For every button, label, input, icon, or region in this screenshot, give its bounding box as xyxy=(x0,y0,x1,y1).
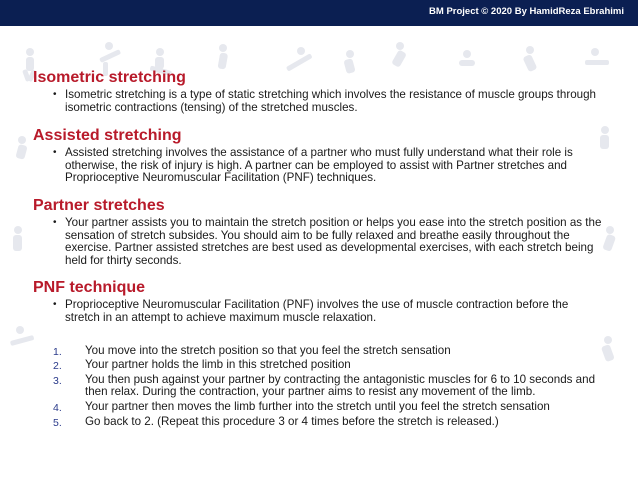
header-bar xyxy=(0,0,638,26)
athlete-icon xyxy=(585,48,609,65)
bullet-glyph: • xyxy=(53,299,57,311)
list-item xyxy=(33,345,603,358)
section-pnf-technique xyxy=(33,278,603,324)
athlete-icon xyxy=(602,226,616,252)
bullet-glyph: • xyxy=(53,216,57,228)
step-number: 5. xyxy=(53,416,62,429)
bullet-text: Your partner assists you to maintain the stretch position or helps you ease into the stretch position as the sensation of stretch subsides. You should aim to be fully relaxed and breathe easily throughout the exercise. Partner assisted stretches are best used as developmental exercises, with each stretch being held for thirty seconds. xyxy=(65,215,602,267)
pnf-steps-list xyxy=(33,345,603,429)
step-text: Your partner then moves the limb further into the stretch until you feel the stretch sensation xyxy=(85,399,550,413)
athlete-icon xyxy=(10,326,34,346)
bullet-item xyxy=(33,147,603,185)
section-heading: Assisted stretching xyxy=(33,127,182,145)
step-number: 2. xyxy=(53,360,62,373)
step-text: Your partner holds the limb in this stretched position xyxy=(85,358,351,372)
athlete-icon xyxy=(13,226,22,251)
section-heading: Partner stretches xyxy=(33,196,165,214)
step-number: 4. xyxy=(53,401,62,414)
athlete-icon xyxy=(459,50,475,66)
bullet-glyph: • xyxy=(53,147,57,159)
step-text: Go back to 2. (Repeat this procedure 3 or 4 times before the stretch is released.) xyxy=(85,414,499,428)
slide-content xyxy=(33,68,603,430)
section-heading: PNF technique xyxy=(33,279,146,297)
bullet-item xyxy=(33,217,603,267)
bullet-item xyxy=(33,299,603,324)
list-item xyxy=(33,416,603,429)
athlete-icon xyxy=(391,42,407,68)
bullet-text: Assisted stretching involves the assistance of a partner who must fully understand what their role is otherwise, the risk of injury is high. A partner can be employed to assist with Partner stretches and Proprioceptive Neuromuscular Facilitation (PNF) techniques. xyxy=(65,146,573,185)
athlete-icon xyxy=(217,44,228,70)
copyright-credit: BM Project © 2020 By HamidReza Ebrahimi xyxy=(429,6,624,17)
list-item xyxy=(33,359,603,372)
section-partner-stretches xyxy=(33,196,603,267)
section-isometric-stretching xyxy=(33,68,603,114)
section-assisted-stretching xyxy=(33,126,603,185)
step-text: You move into the stretch position so that you feel the stretch sensation xyxy=(85,343,451,357)
bullet-text: Isometric stretching is a type of static stretching which involves the resistance of muscle groups through isometric contractions (tensing) of the stretched muscles. xyxy=(65,88,596,114)
athlete-icon xyxy=(15,136,27,160)
list-item xyxy=(33,401,603,414)
step-number: 1. xyxy=(53,345,62,358)
bullet-item xyxy=(33,89,603,114)
bullet-text: Proprioceptive Neuromuscular Facilitation (PNF) involves the use of muscle contraction before the stretch in an attempt to achieve maximum muscle relaxation. xyxy=(65,298,569,324)
step-text: You then push against your partner by contracting the antagonistic muscles for 6 to 10 seconds and then relax. During the contraction, your partner aims to resist any movement of the limb. xyxy=(85,372,596,399)
list-item xyxy=(33,374,603,399)
step-number: 3. xyxy=(53,374,62,387)
section-heading: Isometric stretching xyxy=(33,69,186,86)
bullet-glyph: • xyxy=(53,89,57,100)
